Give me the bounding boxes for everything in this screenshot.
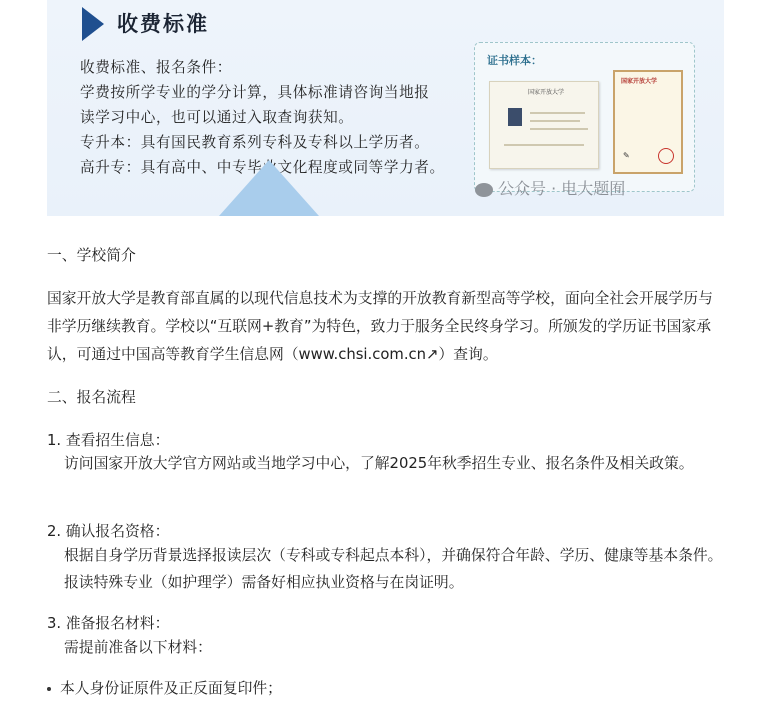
diploma-header: 国家开放大学 [528,89,565,96]
watermark [475,176,625,199]
text-line [530,120,580,122]
fee-standard-banner [47,0,724,216]
decorative-triangle [219,160,319,216]
certificate-sample-box [474,42,695,192]
banner-line: 专升本：具有国民教育系列专科及专科以上学历者。 [80,134,430,151]
step-body: 根据自身学历背景选择报读层次（专科或专科起点本科），并确保符合年龄、学历、健康等基本条件。报读特殊专业（如护理学）需备好相应执业资格与在岗证明。 [64,547,723,591]
cert-sample-label: 证书样本： [487,54,542,67]
section-heading: 一、学校简介 [47,247,136,264]
text-line [530,112,585,114]
banner-line: 读学习中心，也可以通过入取查询获知。 [80,109,354,126]
bullet-icon [47,687,51,691]
step-body: 访问国家开放大学官方网站或当地学习中心，了解2025年秋季招生专业、报名条件及相关政策。 [64,455,694,472]
section-heading: 二、报名流程 [47,389,136,406]
banner-title: 收费标准 [117,12,209,36]
text-line [504,144,584,146]
diploma-image [489,81,599,169]
step-title: 1. 查看招生信息： [47,432,170,449]
banner-line: 学费按所学专业的学分计算，具体标准请咨询当地报 [80,84,430,101]
banner-line: 高升专：具有高中、中专毕业文化程度或同等学力者。 [80,159,445,176]
list-item-text: 本人身份证原件及正反面复印件； [60,680,282,697]
step-title: 2. 确认报名资格： [47,523,170,540]
text-line [530,128,588,130]
banner-line: 收费标准、报名条件： [80,59,232,76]
student-photo [508,108,522,126]
seal-icon [658,148,674,164]
flag-icon [82,7,104,41]
wechat-icon [475,183,493,197]
certificate-cover-image [613,70,683,174]
step-title: 3. 准备报名材料： [47,615,170,632]
cover-header: 国家开放大学 [621,78,658,85]
list-item [47,677,282,698]
step-body: 需提前准备以下材料： [64,639,212,656]
watermark-text: 公众号 · 电大题囿 [498,179,626,198]
intro-paragraph: 国家开放大学是教育部直属的以现代信息技术为支撑的开放教育新型高等学校，面向全社会开展学历与非学历继续教育。学校以“互联网+教育”为特色，致力于服务全民终身学习。所颁发的学历证书国家承认，可通过中国高等教育学生信息网（www.chsi.com.cn↗）查询。 [47,290,713,363]
signature: ✎ [623,151,630,160]
